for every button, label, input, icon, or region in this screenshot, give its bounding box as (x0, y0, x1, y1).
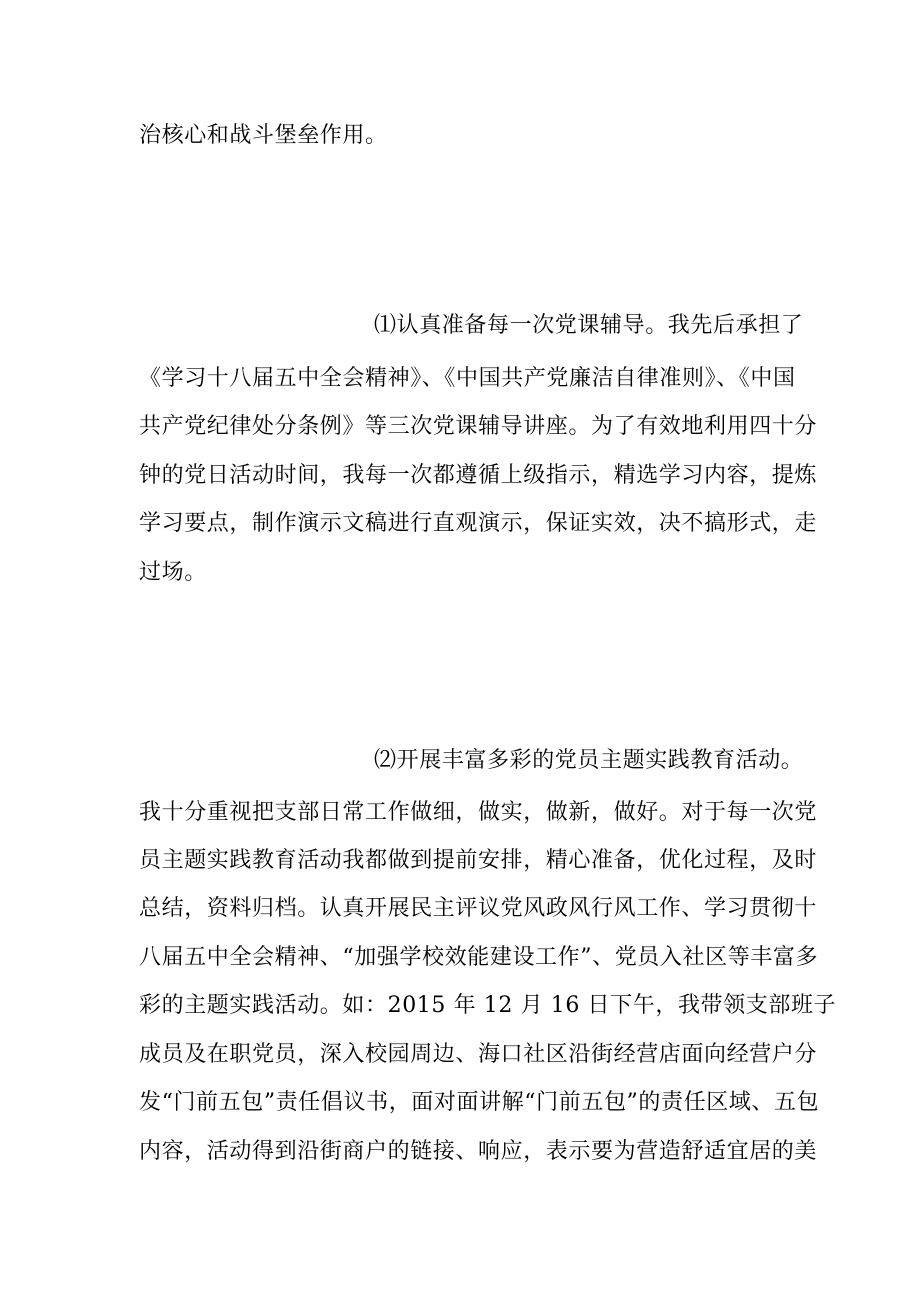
text-line: 彩的主题实践活动。如：2015 年 12 月 16 日下午，我带领支部班子 (139, 993, 837, 1018)
text-line: 过场。 (139, 560, 207, 585)
text-line: 《学习十八届五中全会精神》、《中国共产党廉洁自律准则》、《中国 (139, 366, 796, 391)
text-line: 员主题实践教育活动我都做到提前安排，精心准备，优化过程，及时 (139, 848, 818, 873)
text-line: 我十分重视把支部日常工作做细，做实，做新，做好。对于每一次党 (139, 800, 818, 825)
text-line: 发“门前五包”责任倡议书，面对面讲解“门前五包”的责任区域、五包 (139, 1090, 820, 1115)
text-line: 治核心和战斗堡垒作用。 (139, 123, 388, 148)
paragraph-first-line: ⑴认真准备每一次党课辅导。我先后承担了 (374, 313, 804, 338)
text-line: 总结，资料归档。认真开展民主评议党风政风行风工作、学习贯彻十 (139, 896, 818, 921)
paragraph-first-line: ⑵开展丰富多彩的党员主题实践教育活动。 (374, 748, 804, 773)
text-line: 共产党纪律处分条例》等三次党课辅导讲座。为了有效地利用四十分 (139, 414, 818, 439)
text-line: 钟的党日活动时间，我每一次都遵循上级指示，精选学习内容，提炼 (139, 463, 818, 488)
text-line: 内容，活动得到沿街商户的链接、响应，表示要为营造舒适宜居的美 (139, 1139, 818, 1164)
text-line: 学习要点，制作演示文稿进行直观演示，保证实效，决不搞形式，走 (139, 511, 818, 536)
text-line: 八届五中全会精神、“加强学校效能建设工作”、党员入社区等丰富多 (139, 945, 819, 970)
text-line: 成员及在职党员，深入校园周边、海口社区沿街经营店面向经营户分 (139, 1042, 818, 1067)
